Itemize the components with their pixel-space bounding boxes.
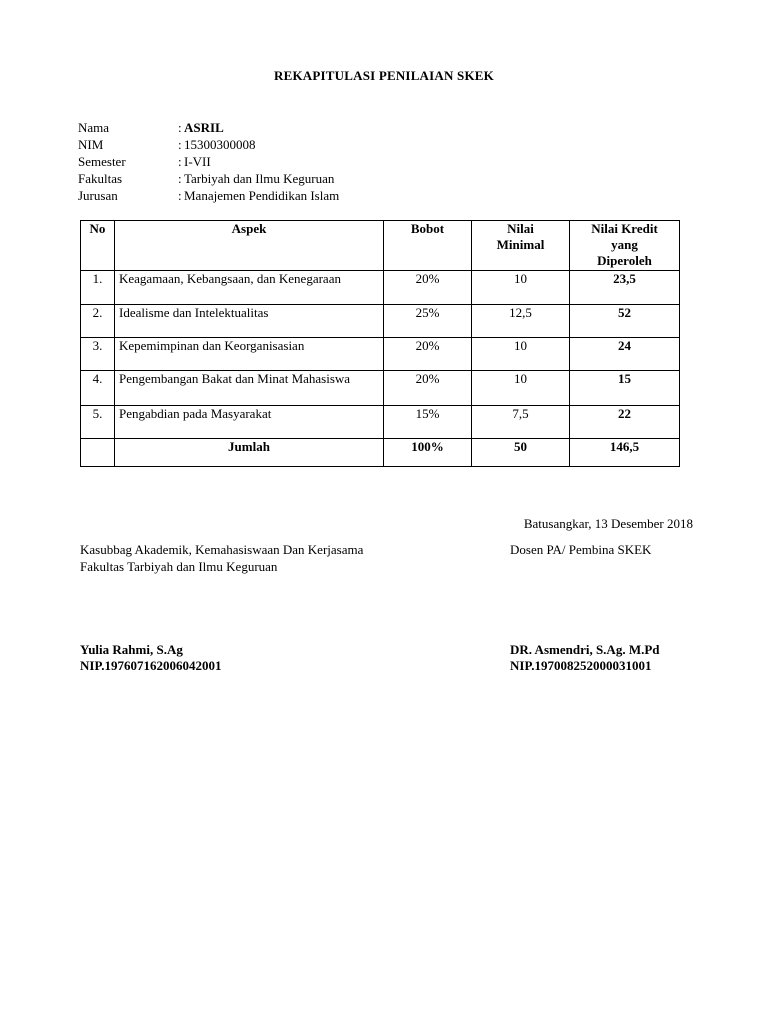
cell-nilai-kredit: 15 (570, 371, 680, 406)
info-value-fakultas: Tarbiyah dan Ilmu Keguruan (184, 171, 335, 186)
cell-nilai-minimal: 7,5 (472, 406, 570, 439)
signatory-left-title (80, 541, 363, 575)
cell-nilai-minimal: 12,5 (472, 305, 570, 338)
table-total-row (81, 439, 680, 467)
info-separator: : (178, 154, 182, 169)
header-no: No (81, 221, 115, 271)
cell-nilai-minimal: 10 (472, 271, 570, 305)
header-nilai-kredit (570, 221, 680, 271)
cell-total-bobot: 100% (384, 439, 472, 467)
table-row (81, 406, 680, 439)
cell-nilai-kredit: 23,5 (570, 271, 680, 305)
info-separator: : (178, 137, 182, 152)
info-row-jurusan (78, 187, 339, 204)
cell-no-empty (81, 439, 115, 467)
header-nilai-kredit-line: Nilai Kredit (591, 221, 658, 236)
table-row (81, 371, 680, 406)
cell-bobot: 20% (384, 338, 472, 371)
info-label: Semester (78, 154, 126, 169)
assessment-table (80, 220, 680, 467)
cell-bobot: 20% (384, 371, 472, 406)
signatory-left (80, 642, 221, 674)
info-label: Jurusan (78, 188, 118, 203)
info-row-semester (78, 153, 339, 170)
info-separator: : (178, 120, 182, 135)
cell-aspek: Idealisme dan Intelektualitas (115, 305, 384, 338)
student-info (78, 119, 339, 204)
signatory-right-nip: NIP.197008252000031001 (510, 658, 652, 673)
signatory-right-title: Dosen PA/ Pembina SKEK (510, 542, 652, 557)
info-value-jurusan: Manajemen Pendidikan Islam (184, 188, 340, 203)
signatory-left-name: Yulia Rahmi, S.Ag (80, 642, 183, 657)
cell-nilai-minimal: 10 (472, 338, 570, 371)
info-label: Fakultas (78, 171, 123, 186)
table-row (81, 271, 680, 305)
table-header-row (81, 221, 680, 271)
info-row-nama (78, 119, 339, 136)
cell-nilai-minimal: 10 (472, 371, 570, 406)
info-row-nim (78, 136, 339, 153)
header-nilai-minimal (472, 221, 570, 271)
cell-total-label: Jumlah (115, 439, 384, 467)
info-row-fakultas (78, 170, 339, 187)
cell-bobot: 15% (384, 406, 472, 439)
cell-bobot: 20% (384, 271, 472, 305)
cell-aspek: Pengembangan Bakat dan Minat Mahasiswa (115, 371, 384, 406)
signatory-right (510, 642, 660, 674)
signatory-left-nip: NIP.197607162006042001 (80, 658, 222, 673)
place-date: Batusangkar, 13 Desember 2018 (523, 516, 693, 531)
cell-total-minimal: 50 (472, 439, 570, 467)
table-row (81, 305, 680, 338)
cell-nilai-kredit: 52 (570, 305, 680, 338)
signatory-left-title-line: Fakultas Tarbiyah dan Ilmu Keguruan (80, 559, 278, 574)
header-nilai-kredit-line: Diperoleh (597, 253, 652, 268)
document-title: REKAPITULASI PENILAIAN SKEK (274, 68, 494, 83)
header-nilai-kredit-line: yang (611, 237, 638, 252)
info-value-nim: 15300300008 (184, 137, 256, 152)
cell-aspek: Kepemimpinan dan Keorganisasian (115, 338, 384, 371)
info-label: Nama (78, 120, 110, 135)
cell-aspek: Keagamaan, Kebangsaan, dan Kenegaraan (115, 271, 384, 305)
cell-no: 1. (81, 271, 115, 305)
cell-nilai-kredit: 22 (570, 406, 680, 439)
header-nilai-minimal-line: Minimal (496, 237, 545, 252)
info-label: NIM (78, 137, 104, 152)
info-separator: : (178, 188, 182, 203)
cell-no: 3. (81, 338, 115, 371)
table-row (81, 338, 680, 371)
cell-total-kredit: 146,5 (570, 439, 680, 467)
signatory-left-title-line: Kasubbag Akademik, Kemahasiswaan Dan Kerjasama (80, 542, 364, 557)
cell-no: 2. (81, 305, 115, 338)
cell-bobot: 25% (384, 305, 472, 338)
info-value-semester: I-VII (184, 154, 211, 169)
info-value-nama: ASRIL (184, 120, 224, 135)
cell-no: 5. (81, 406, 115, 439)
info-separator: : (178, 171, 182, 186)
header-nilai-minimal-line: Nilai (507, 221, 534, 236)
cell-no: 4. (81, 371, 115, 406)
cell-nilai-kredit: 24 (570, 338, 680, 371)
cell-aspek: Pengabdian pada Masyarakat (115, 406, 384, 439)
header-bobot: Bobot (384, 221, 472, 271)
signatory-right-name: DR. Asmendri, S.Ag. M.Pd (510, 642, 660, 657)
header-aspek: Aspek (115, 221, 384, 271)
